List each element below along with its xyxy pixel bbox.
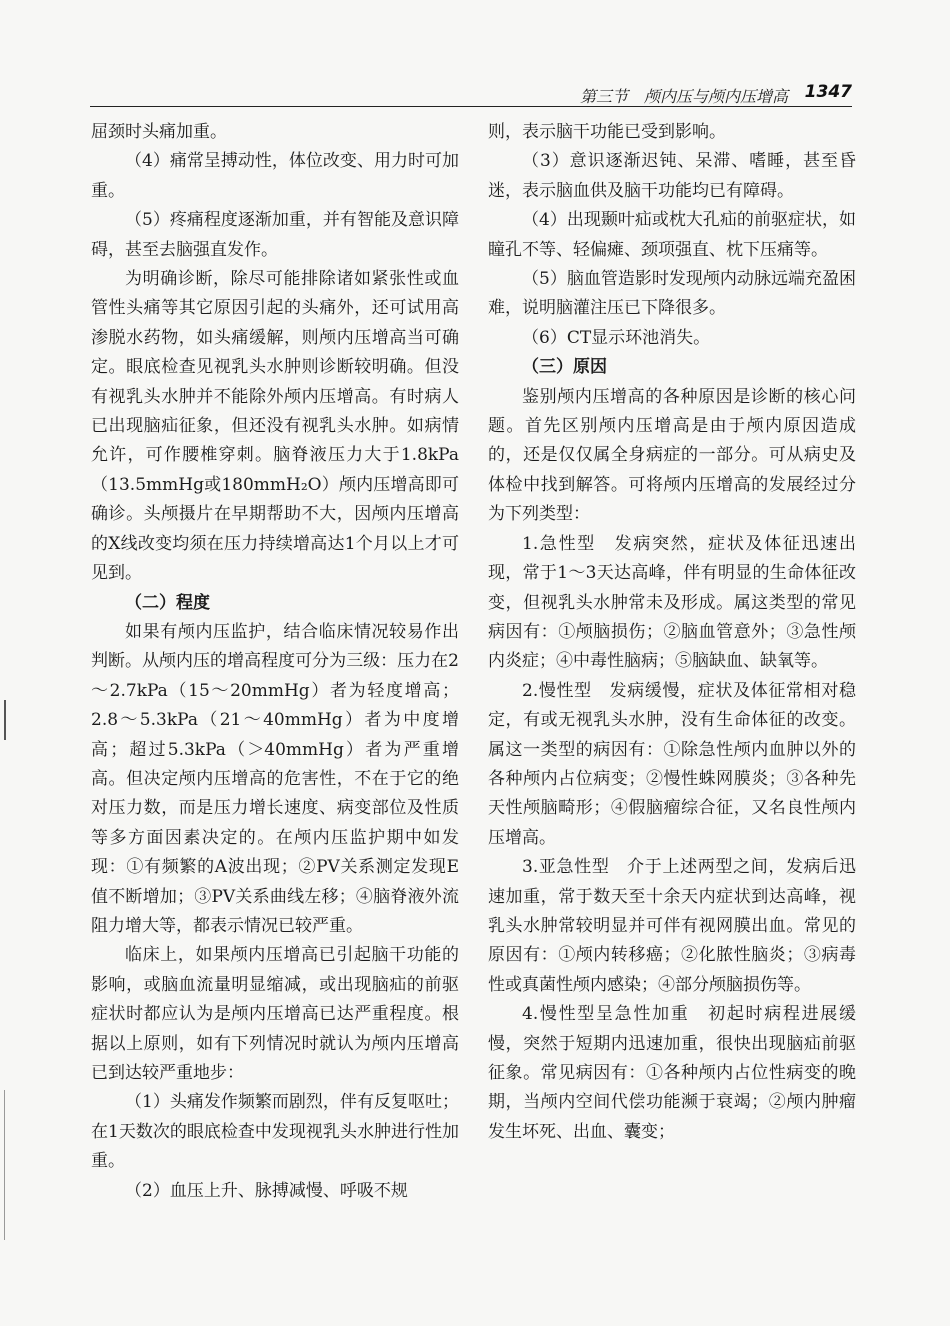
paragraph: （5）疼痛程度逐渐加重，并有智能及意识障碍，甚至去脑强直发作。 (91, 210, 459, 260)
right-column (488, 118, 856, 1147)
paragraph: （4）出现颞叶疝或枕大孔疝的前驱症状，如瞳孔不等、轻偏瘫、颈项强直、枕下压痛等。 (488, 210, 856, 260)
paragraph: 2.慢性型 发病缓慢，症状及体征常相对稳定，有或无视乳头水肿，没有生命体征的改变。属这一类型的病因有：①除急性颅内血肿以外的各种颅内占位病变；②慢性蛛网膜炎；③各种先天性颅脑畸形；④假脑瘤综合征，又名良性颅内压增高。 (488, 680, 856, 848)
paragraph: 4.慢性型呈急性加重 初起时病程进展缓慢，突然于短期内迅速加重，很快出现脑疝前驱征象。常见病因有：①各种颅内占位性病变的晚期，当颅内空间代偿功能濒于衰竭；②颅内肿瘤发生坏死、出血、囊变； (488, 1004, 856, 1142)
paragraph: （4）痛常呈搏动性，体位改变、用力时可加重。 (91, 151, 459, 201)
paragraph: （6）CT显示环池消失。 (522, 327, 711, 348)
binding-mark (4, 700, 6, 740)
paragraph: 3.亚急性型 介于上述两型之间，发病后迅速加重，常于数天至十余天内症状到达高峰，视乳头水肿常较明显并可伴有视网膜出血。常见的原因有：①颅内转移癌；②化脓性脑炎；③病毒性或真菌性颅内感染；④部分颅脑损伤等。 (488, 857, 856, 995)
binding-mark (4, 1090, 5, 1240)
section-title: 第三节 颅内压与颅内压增高 (579, 87, 788, 106)
section-heading: （三）原因 (522, 357, 607, 378)
paragraph: 鉴别颅内压增高的各种原因是诊断的核心问题。首先区别颅内压增高是由于颅内原因造成的，还是仅仅属全身病症的一部分。可从病史及体检中找到解答。可将颅内压增高的发展经过分为下列类型： (488, 386, 856, 525)
paragraph: 如果有颅内压监护，结合临床情况较易作出判断。从颅内压的增高程度可分为三级：压力在2～2.7kPa（15～20mmHg）者为轻度增高；2.8～5.3kPa（21～40mmHg）者为中度增高；超过5.3kPa（＞40mmHg）者为严重增高。但决定颅内压增高的危害性，不在于它的绝对压力数，而是压力增长速度、病变部位及性质等多方面因素决定的。在颅内压监护期中如发现：①有频繁的A波出现；②PV关系测定发现E值不断增加；③PV关系曲线左移；④脑脊液外流阻力增大等，都表示情况已较严重。 (91, 621, 459, 936)
paragraph: （3）意识逐渐迟钝、呆滞、嗜睡，甚至昏迷，表示脑血供及脑干功能均已有障碍。 (488, 151, 856, 201)
left-column (91, 118, 459, 1206)
paragraph: （5）脑血管造影时发现颅内动脉远端充盈困难，说明脑灌注压已下降很多。 (488, 269, 856, 319)
paragraph: （2）血压上升、脉搏减慢、呼吸不规 (125, 1180, 408, 1201)
paragraph: 则，表示脑干功能已受到影响。 (488, 122, 726, 142)
running-header (90, 84, 852, 107)
paragraph: 1.急性型 发病突然，症状及体征迅速出现，常于1～3天达高峰，伴有明显的生命体征改变，但视乳头水肿常未及形成。属这类型的常见病因有：①颅脑损伤；②脑血管意外；③急性颅内炎症；④中毒性脑病；⑤脑缺血、缺氧等。 (488, 533, 856, 672)
paragraph: 为明确诊断，除尽可能排除诸如紧张性或血管性头痛等其它原因引起的头痛外，还可试用高渗脱水药物，如头痛缓解，则颅内压增高当可确定。眼底检查见视乳头水肿则诊断较明确。但没有视乳头水肿并不能除外颅内压增高。有时病人已出现脑疝征象，但还没有视乳头水肿。如病情允许，可作腰椎穿刺。脑脊液压力大于1.8kPa（13.5mmHg或180mmH₂O）颅内压增高即可确诊。头颅摄片在早期帮助不大，因颅内压增高的X线改变均须在压力持续增高达1个月以上才可见到。 (91, 269, 459, 584)
paragraph: 临床上，如果颅内压增高已引起脑干功能的影响，或脑血流量明显缩减，或出现脑疝的前驱症状时都应认为是颅内压增高已达严重程度。根据以上原则，如有下列情况时就认为颅内压增高已到达较严重地步： (91, 945, 459, 1083)
paragraph: （1）头痛发作频繁而剧烈，伴有反复呕吐；在1天数次的眼底检查中发现视乳头水肿进行性加重。 (91, 1092, 459, 1172)
page-number: 1347 (804, 82, 852, 102)
paragraph: 屈颈时头痛加重。 (91, 122, 227, 142)
section-heading: （二）程度 (125, 592, 210, 613)
